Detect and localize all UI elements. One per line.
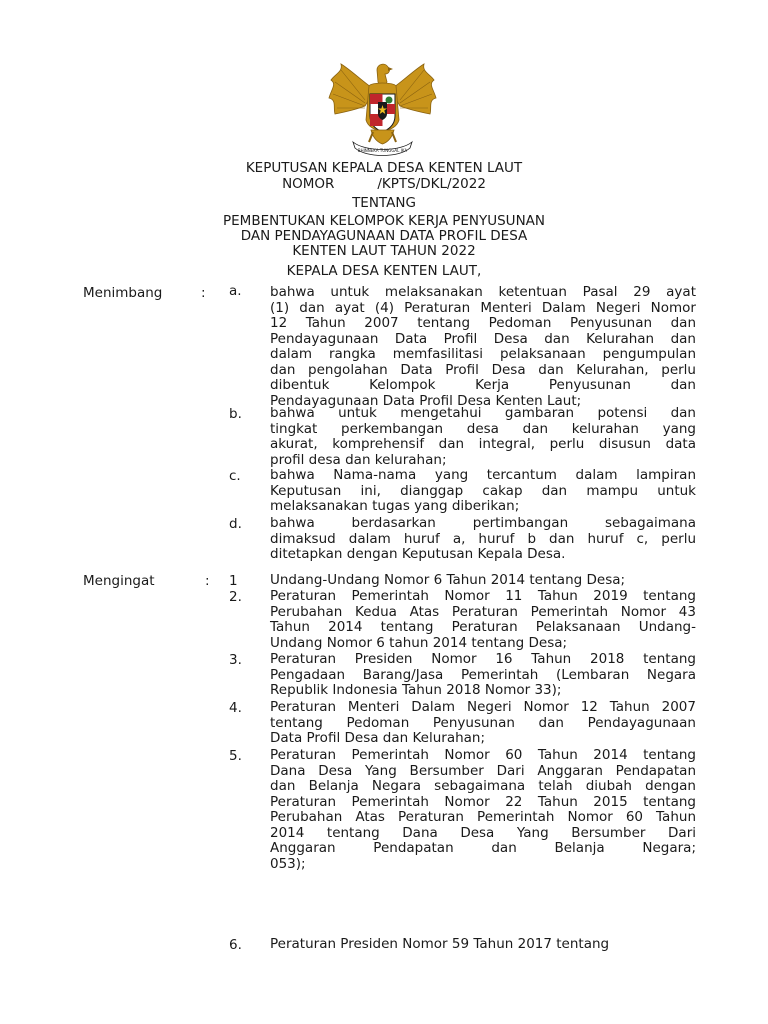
text-line: Data Profil Desa dan Kelurahan; — [270, 730, 486, 746]
text-line: Pengadaan Barang/Jasa Pemerintah (Lembaran Negara — [270, 666, 696, 683]
text-line: Peraturan Pemerintah Nomor 60 Tahun 2014 tentang — [270, 747, 696, 763]
list-item-marker: b. — [229, 406, 242, 422]
text-line: Anggaran Pendapatan dan Belanja Negara; — [270, 840, 696, 856]
list-item-text — [270, 700, 696, 747]
text-line: Peraturan Presiden Nomor 16 Tahun 2018 tentang — [270, 651, 696, 667]
menimbang-label: Menimbang — [83, 285, 163, 301]
text-line: dan Belanja Negara sebagaimana telah diubah dengan — [270, 778, 696, 794]
text-line: Republik Indonesia Tahun 2018 Nomor 33); — [270, 682, 562, 698]
text-line: Pendayagunaan Data Profil Desa Kenten Laut; — [270, 392, 582, 409]
text-line: tentang Pedoman Penyusunan dan Pendayagunaan — [270, 714, 696, 731]
text-line: bahwa untuk melaksanakan ketentuan Pasal 29 ayat — [270, 284, 696, 300]
text-line: bahwa berdasarkan pertimbangan sebagaimana — [270, 515, 696, 531]
shield-icon — [370, 94, 395, 132]
text-line: Perubahan Atas Peraturan Pemerintah Nomor 60 Tahun — [270, 809, 696, 825]
list-item-text — [270, 406, 696, 468]
decree-number: NOMOR /KPTS/DKL/2022 — [282, 176, 486, 192]
list-item-marker: c. — [229, 468, 241, 484]
text-line: profil desa dan kelurahan; — [270, 451, 447, 468]
list-item-marker: 4. — [229, 700, 242, 716]
official-title: KEPALA DESA KENTEN LAUT, — [286, 263, 482, 279]
text-line: Peraturan Pemerintah Nomor 22 Tahun 2015 tentang — [270, 793, 696, 810]
text-line: Perubahan Kedua Atas Peraturan Pemerintah Nomor 43 — [270, 603, 696, 620]
garuda-tail — [371, 130, 394, 144]
garuda-head — [377, 64, 389, 85]
text-line: ditetapkan dengan Keputusan Kepala Desa. — [270, 546, 566, 562]
text-line: Peraturan Pemerintah Nomor 11 Tahun 2019 tentang — [270, 588, 696, 604]
subject-line-3: KENTEN LAUT TAHUN 2022 — [292, 243, 476, 259]
list-item-marker: a. — [229, 283, 242, 299]
list-item-text — [270, 468, 696, 515]
subject-line-2: DAN PENDAYAGUNAAN DATA PROFIL DESA — [240, 228, 528, 244]
mengingat-label: Mengingat — [83, 573, 155, 589]
list-item-text — [270, 573, 696, 589]
list-item-text — [270, 652, 696, 699]
motto-text: BHINNEKA TUNGGAL IKA — [357, 148, 408, 153]
list-item-text — [270, 589, 696, 651]
list-item-text — [270, 285, 696, 409]
menimbang-colon: : — [201, 285, 206, 301]
text-line: tingkat perkembangan desa dan kelurahan yang — [270, 420, 696, 437]
list-item-marker: 5. — [229, 748, 242, 764]
list-item-text — [270, 937, 696, 953]
text-line: dimaksud dalam huruf a, huruf b dan huruf c, perlu — [270, 530, 696, 547]
text-line: dibentuk Kelompok Kerja Penyusunan dan — [270, 377, 696, 393]
text-line: 12 Tahun 2007 tentang Pedoman Penyusunan dan — [270, 315, 696, 331]
text-line: Keputusan ini, dianggap cakap dan mampu untuk — [270, 482, 696, 499]
text-line: bahwa Nama-nama yang tercantum dalam lampiran — [270, 467, 696, 483]
text-line: Undang-Undang Nomor 6 Tahun 2014 tentang Desa; — [270, 572, 626, 588]
text-line: Undang Nomor 6 tahun 2014 tentang Desa; — [270, 634, 568, 651]
text-line: Dana Desa Yang Bersumber Dari Anggaran Pendapatan — [270, 762, 696, 779]
list-item-text — [270, 516, 696, 563]
text-line: 053); — [270, 855, 306, 872]
mengingat-colon: : — [205, 573, 210, 589]
text-line: Pendayagunaan Data Profil Desa dan Kelurahan dan — [270, 330, 696, 347]
list-item-marker: 6. — [229, 937, 242, 953]
text-line: bahwa untuk mengetahui gambaran potensi dan — [270, 405, 696, 421]
subject-line-1: PEMBENTUKAN KELOMPOK KERJA PENYUSUNAN — [223, 213, 545, 229]
list-item-marker: d. — [229, 516, 242, 532]
text-line: (1) dan ayat (4) Peraturan Menteri Dalam Negeri Nomor — [270, 299, 696, 316]
list-item-marker: 2. — [229, 589, 242, 605]
decree-title: KEPUTUSAN KEPALA DESA KENTEN LAUT — [245, 160, 523, 176]
text-line: dan pengolahan Data Profil Desa dan Kelurahan, perlu — [270, 361, 696, 378]
text-line: Tahun 2014 tentang Peraturan Pelaksanaan Undang- — [270, 619, 696, 635]
list-item-marker: 1 — [229, 573, 238, 589]
tentang-label: TENTANG — [352, 195, 416, 211]
text-line: dalam rangka memfasilitasi pelaksanaan pengumpulan — [270, 346, 696, 362]
text-line: akurat, komprehensif dan integral, perlu disusun data — [270, 436, 696, 452]
text-line: Peraturan Presiden Nomor 59 Tahun 2017 tentang — [270, 936, 610, 952]
list-item-marker: 3. — [229, 652, 242, 668]
text-line: Peraturan Menteri Dalam Negeri Nomor 12 Tahun 2007 — [270, 699, 696, 715]
text-line: 2014 tentang Dana Desa Yang Bersumber Dari — [270, 824, 696, 841]
garuda-emblem-icon — [325, 60, 440, 160]
text-line: melaksanakan tugas yang diberikan; — [270, 498, 520, 514]
list-item-text — [270, 748, 696, 872]
